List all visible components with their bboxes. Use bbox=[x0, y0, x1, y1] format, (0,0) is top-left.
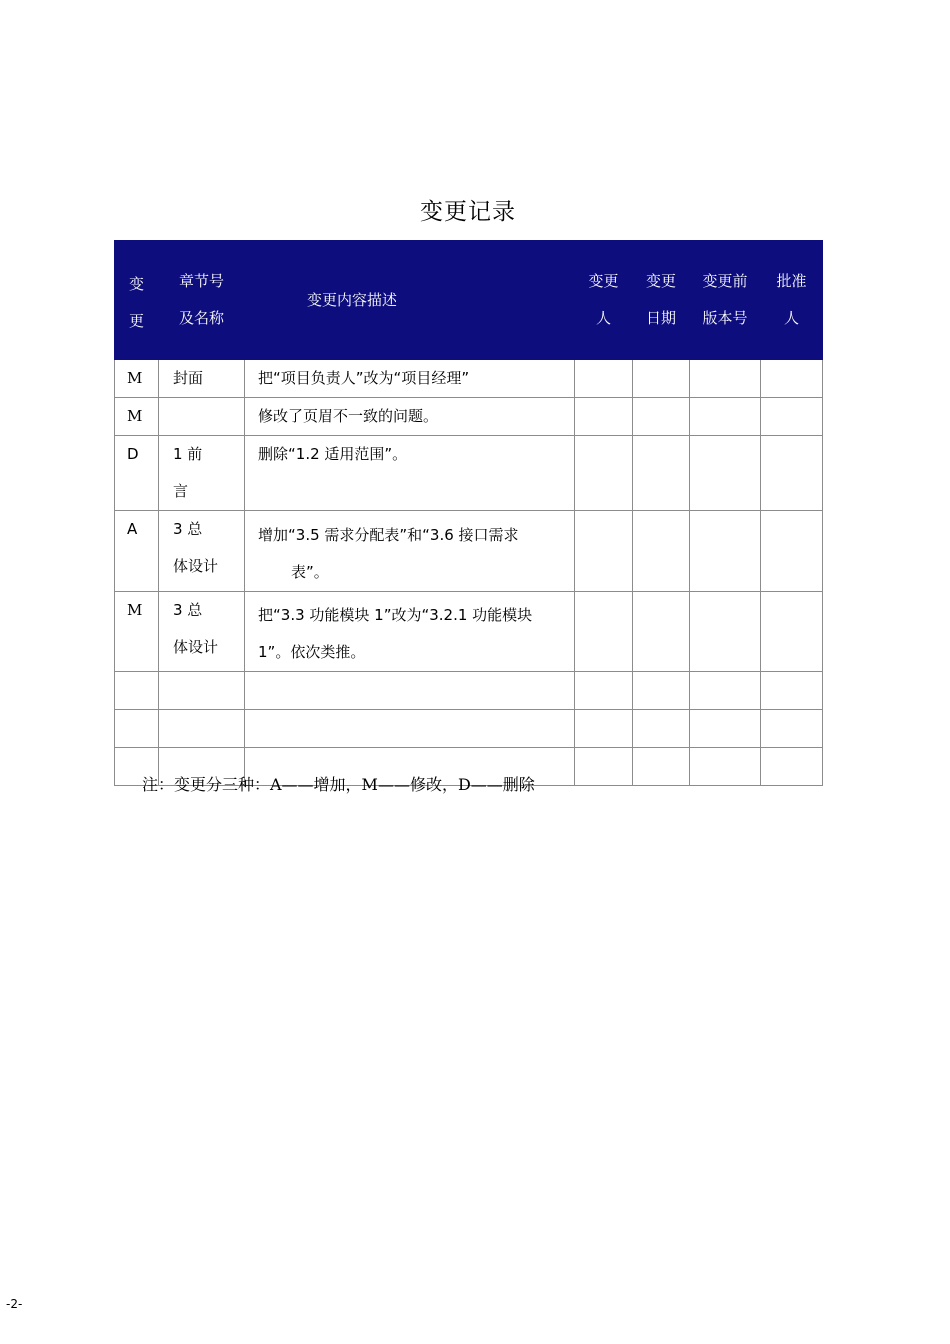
description-cell: 增加“3.5 需求分配表”和“3.6 接口需求 表”。 bbox=[245, 511, 575, 592]
changer-cell bbox=[575, 360, 633, 398]
header-prev-version: 变更前 版本号 bbox=[690, 241, 761, 360]
date-cell bbox=[633, 672, 690, 710]
changer-cell bbox=[575, 398, 633, 436]
change-type-cell: M bbox=[115, 360, 159, 398]
page-number: -2- bbox=[6, 1297, 23, 1311]
table-row bbox=[115, 511, 823, 592]
section-cell bbox=[159, 672, 245, 710]
changer-cell bbox=[575, 592, 633, 672]
description-cell bbox=[245, 672, 575, 710]
changer-cell bbox=[575, 748, 633, 786]
prev-version-cell bbox=[690, 672, 761, 710]
header-changer: 变更 人 bbox=[575, 241, 633, 360]
section-cell: 封面 bbox=[159, 360, 245, 398]
prev-version-cell bbox=[690, 398, 761, 436]
section-cell: 3 总 体设计 bbox=[159, 511, 245, 592]
date-cell bbox=[633, 748, 690, 786]
change-type-cell: M bbox=[115, 398, 159, 436]
approver-cell bbox=[761, 360, 823, 398]
approver-cell bbox=[761, 436, 823, 511]
description-cell: 删除“1.2 适用范围”。 bbox=[245, 436, 575, 511]
header-change-type: 变 更 bbox=[115, 241, 159, 360]
change-type-cell: D bbox=[115, 436, 159, 511]
prev-version-cell bbox=[690, 748, 761, 786]
approver-cell bbox=[761, 748, 823, 786]
page-title: 变更记录 bbox=[420, 199, 516, 225]
header-date: 变更 日期 bbox=[633, 241, 690, 360]
date-cell bbox=[633, 398, 690, 436]
changer-cell bbox=[575, 436, 633, 511]
section-cell bbox=[159, 710, 245, 748]
prev-version-cell bbox=[690, 436, 761, 511]
header-row bbox=[115, 241, 823, 360]
prev-version-cell bbox=[690, 710, 761, 748]
changer-cell bbox=[575, 672, 633, 710]
table-row bbox=[115, 360, 823, 398]
section-cell: 1 前 言 bbox=[159, 436, 245, 511]
prev-version-cell bbox=[690, 592, 761, 672]
change-type-note: 注：变更分三种：A——增加，M——修改，D——删除 bbox=[142, 775, 535, 794]
approver-cell bbox=[761, 398, 823, 436]
header-approver: 批准 人 bbox=[761, 241, 823, 360]
header-description: 变更内容描述 bbox=[245, 241, 575, 360]
description-cell: 修改了页眉不一致的问题。 bbox=[245, 398, 575, 436]
change-log-table bbox=[114, 240, 823, 786]
change-type-cell bbox=[115, 710, 159, 748]
approver-cell bbox=[761, 511, 823, 592]
date-cell bbox=[633, 592, 690, 672]
table-row bbox=[115, 592, 823, 672]
table-row bbox=[115, 710, 823, 748]
table-row bbox=[115, 398, 823, 436]
prev-version-cell bbox=[690, 360, 761, 398]
description-cell bbox=[245, 710, 575, 748]
change-type-cell: A bbox=[115, 511, 159, 592]
approver-cell bbox=[761, 672, 823, 710]
date-cell bbox=[633, 436, 690, 511]
header-section: 章节号 及名称 bbox=[159, 241, 245, 360]
date-cell bbox=[633, 511, 690, 592]
date-cell bbox=[633, 710, 690, 748]
changer-cell bbox=[575, 511, 633, 592]
change-type-cell: M bbox=[115, 592, 159, 672]
description-cell: 把“3.3 功能模块 1”改为“3.2.1 功能模块 1”。依次类推。 bbox=[245, 592, 575, 672]
approver-cell bbox=[761, 710, 823, 748]
changer-cell bbox=[575, 710, 633, 748]
table-row bbox=[115, 672, 823, 710]
section-cell: 3 总 体设计 bbox=[159, 592, 245, 672]
section-cell bbox=[159, 398, 245, 436]
description-cell: 把“项目负责人”改为“项目经理” bbox=[245, 360, 575, 398]
change-type-cell bbox=[115, 672, 159, 710]
date-cell bbox=[633, 360, 690, 398]
prev-version-cell bbox=[690, 511, 761, 592]
approver-cell bbox=[761, 592, 823, 672]
table-row bbox=[115, 436, 823, 511]
